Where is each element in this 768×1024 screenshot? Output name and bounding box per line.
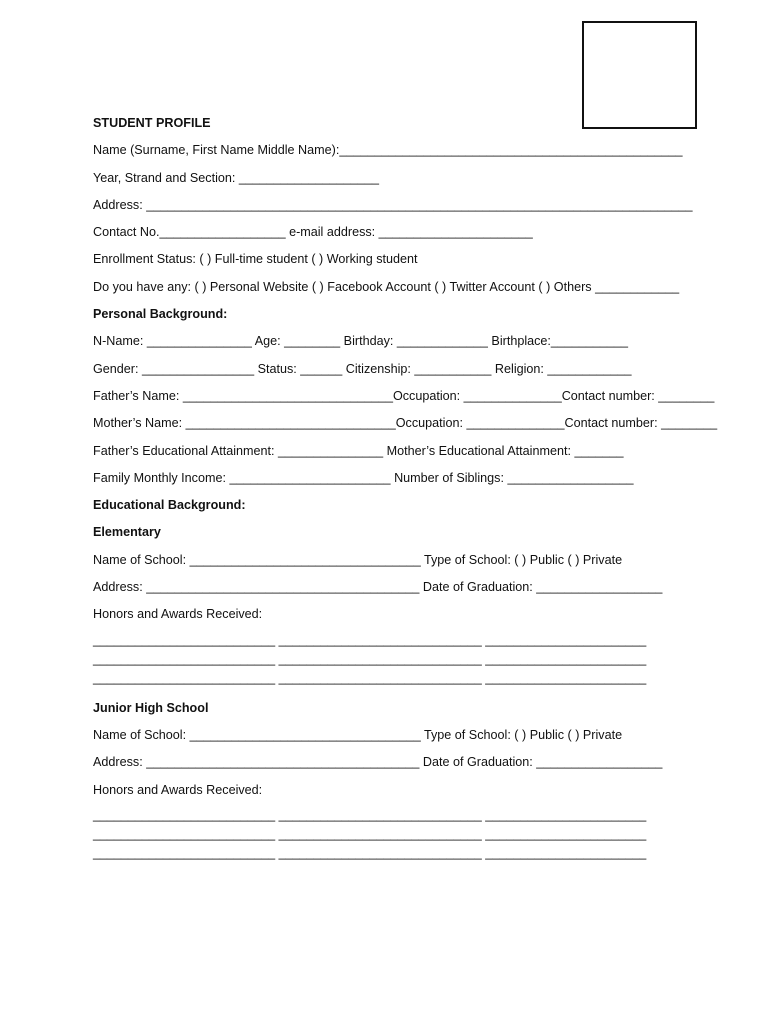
educational-background-heading: Educational Background: <box>93 498 246 513</box>
honors-rule: __________________________ _____________________________ _______________________ <box>93 826 647 841</box>
online-accounts-field: Do you have any: ( ) Personal Website ( ) Facebook Account ( ) Twitter Account ( ) Others ____________ <box>93 279 680 294</box>
honors-rule: __________________________ _____________________________ _______________________ <box>93 807 647 822</box>
student-profile-form <box>93 113 733 865</box>
personal-background-heading: Personal Background: <box>93 307 228 322</box>
gender-status-field: Gender: ________________ Status: ______ Citizenship: ___________ Religion: ____________ <box>93 361 632 376</box>
income-siblings-field: Family Monthly Income: _______________________ Number of Siblings: __________________ <box>93 470 634 485</box>
name-field: Name (Surname, First Name Middle Name):_________________________________________________ <box>93 143 683 158</box>
junior-high-honors-lines <box>93 807 733 865</box>
contact-email-field: Contact No.__________________ e-mail address: ______________________ <box>93 225 533 240</box>
honors-rule: __________________________ _____________________________ _______________________ <box>93 670 647 685</box>
form-title: STUDENT PROFILE <box>93 116 211 130</box>
honors-rule: __________________________ _____________________________ _______________________ <box>93 651 647 666</box>
address-field: Address: ______________________________________________________________________________ <box>93 197 693 212</box>
honors-rule: __________________________ _____________________________ _______________________ <box>93 845 647 860</box>
elementary-honors-label: Honors and Awards Received: <box>93 607 263 622</box>
junior-high-address-field: Address: _______________________________________ Date of Graduation: __________________ <box>93 755 663 770</box>
elementary-honors-lines <box>93 632 733 690</box>
junior-high-school-field: Name of School: _________________________________ Type of School: ( ) Public ( ) Private <box>93 727 623 742</box>
elementary-heading: Elementary <box>93 525 161 540</box>
elementary-school-field: Name of School: _________________________________ Type of School: ( ) Public ( ) Private <box>93 552 623 567</box>
honors-rule: __________________________ _____________________________ _______________________ <box>93 632 647 647</box>
junior-high-honors-label: Honors and Awards Received: <box>93 782 263 797</box>
year-strand-section-field: Year, Strand and Section: ____________________ <box>93 170 379 185</box>
educational-attainment-field: Father’s Educational Attainment: _______________ Mother’s Educational Attainment: _______ <box>93 443 624 458</box>
father-field: Father’s Name: ______________________________Occupation: ______________Contact number: ________ <box>93 388 715 403</box>
elementary-address-field: Address: _______________________________________ Date of Graduation: __________________ <box>93 580 663 595</box>
nickname-age-birthday-field: N-Name: _______________ Age: ________ Birthday: _____________ Birthplace:___________ <box>93 334 628 349</box>
junior-high-heading: Junior High School <box>93 700 209 715</box>
mother-field: Mother’s Name: ______________________________Occupation: ______________Contact number: ________ <box>93 416 718 431</box>
enrollment-status-field: Enrollment Status: ( ) Full-time student ( ) Working student <box>93 252 418 267</box>
